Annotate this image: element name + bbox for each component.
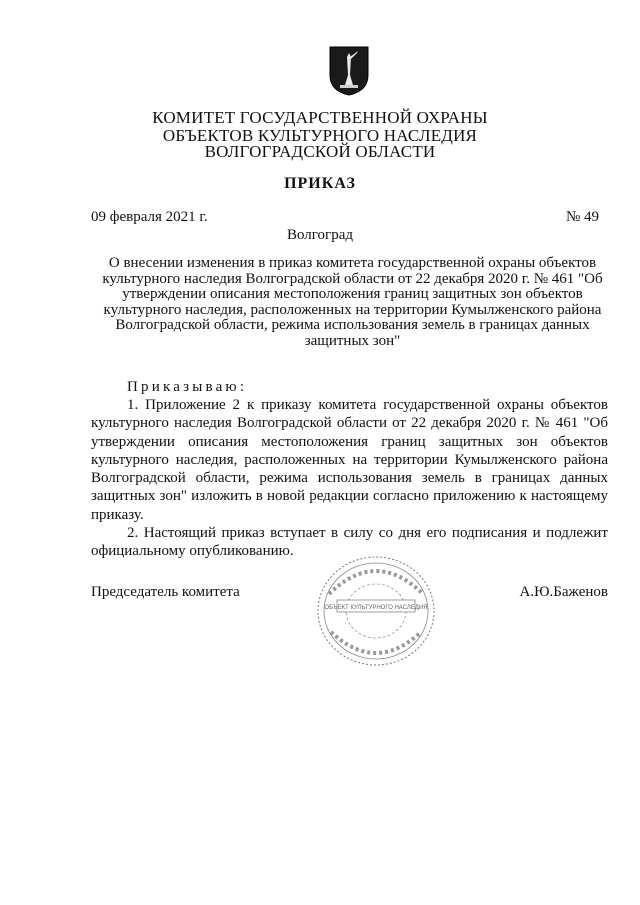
org-name-line-2: ОБЪЕКТОВ КУЛЬТУРНОГО НАСЛЕДИЯ [162, 126, 478, 145]
coat-of-arms-icon [328, 45, 370, 97]
official-seal-icon [315, 554, 437, 668]
order-word: Приказываю: [127, 379, 248, 395]
document-city: Волгоград [286, 227, 353, 243]
document-subject: О внесении изменения в приказ комитета государственной охраны объектов культурного наследия Волгоградской области от 22 декабря 2020 г. № 461 "Об утверждении описания местоположения границ защитных зон объектов культурного наследия, расположенных на территории Кумылженского района Волгоградской области, режима использования земель в границах данных защитных зон" [102, 255, 603, 349]
order-body [91, 396, 608, 561]
document-number: № 49 [565, 209, 599, 225]
org-name-line-1: КОМИТЕТ ГОСУДАРСТВЕННОЙ ОХРАНЫ [152, 108, 488, 127]
signatory-name: А.Ю.Баженов [519, 584, 608, 600]
signatory-role: Председатель комитета [91, 584, 240, 600]
seal-text: ОБЪЕКТ КУЛЬТУРНОГО НАСЛЕДИЯ [324, 605, 428, 611]
document-type: ПРИКАЗ [284, 175, 356, 192]
org-name-line-3: ВОЛГОГРАДСКОЙ ОБЛАСТИ [204, 142, 436, 161]
order-paragraph-1: 1. Приложение 2 к приказу комитета государственной охраны объектов культурного наследия Волгоградской области от 22 декабря 2020 г. № 461 "Об утверждении описания местоположения границ защитных зон объектов культурного наследия, расположенных на территории Кумылженского района Волгоградской области, режима использования земель в границах данных защитных зон" изложить в новой редакции согласно приложению к настоящему приказу. [91, 397, 608, 523]
document-date: 09 февраля 2021 г. [91, 209, 208, 225]
order-paragraph-2: 2. Настоящий приказ вступает в силу со дня его подписания и подлежит официальному опубликованию. [91, 525, 608, 560]
